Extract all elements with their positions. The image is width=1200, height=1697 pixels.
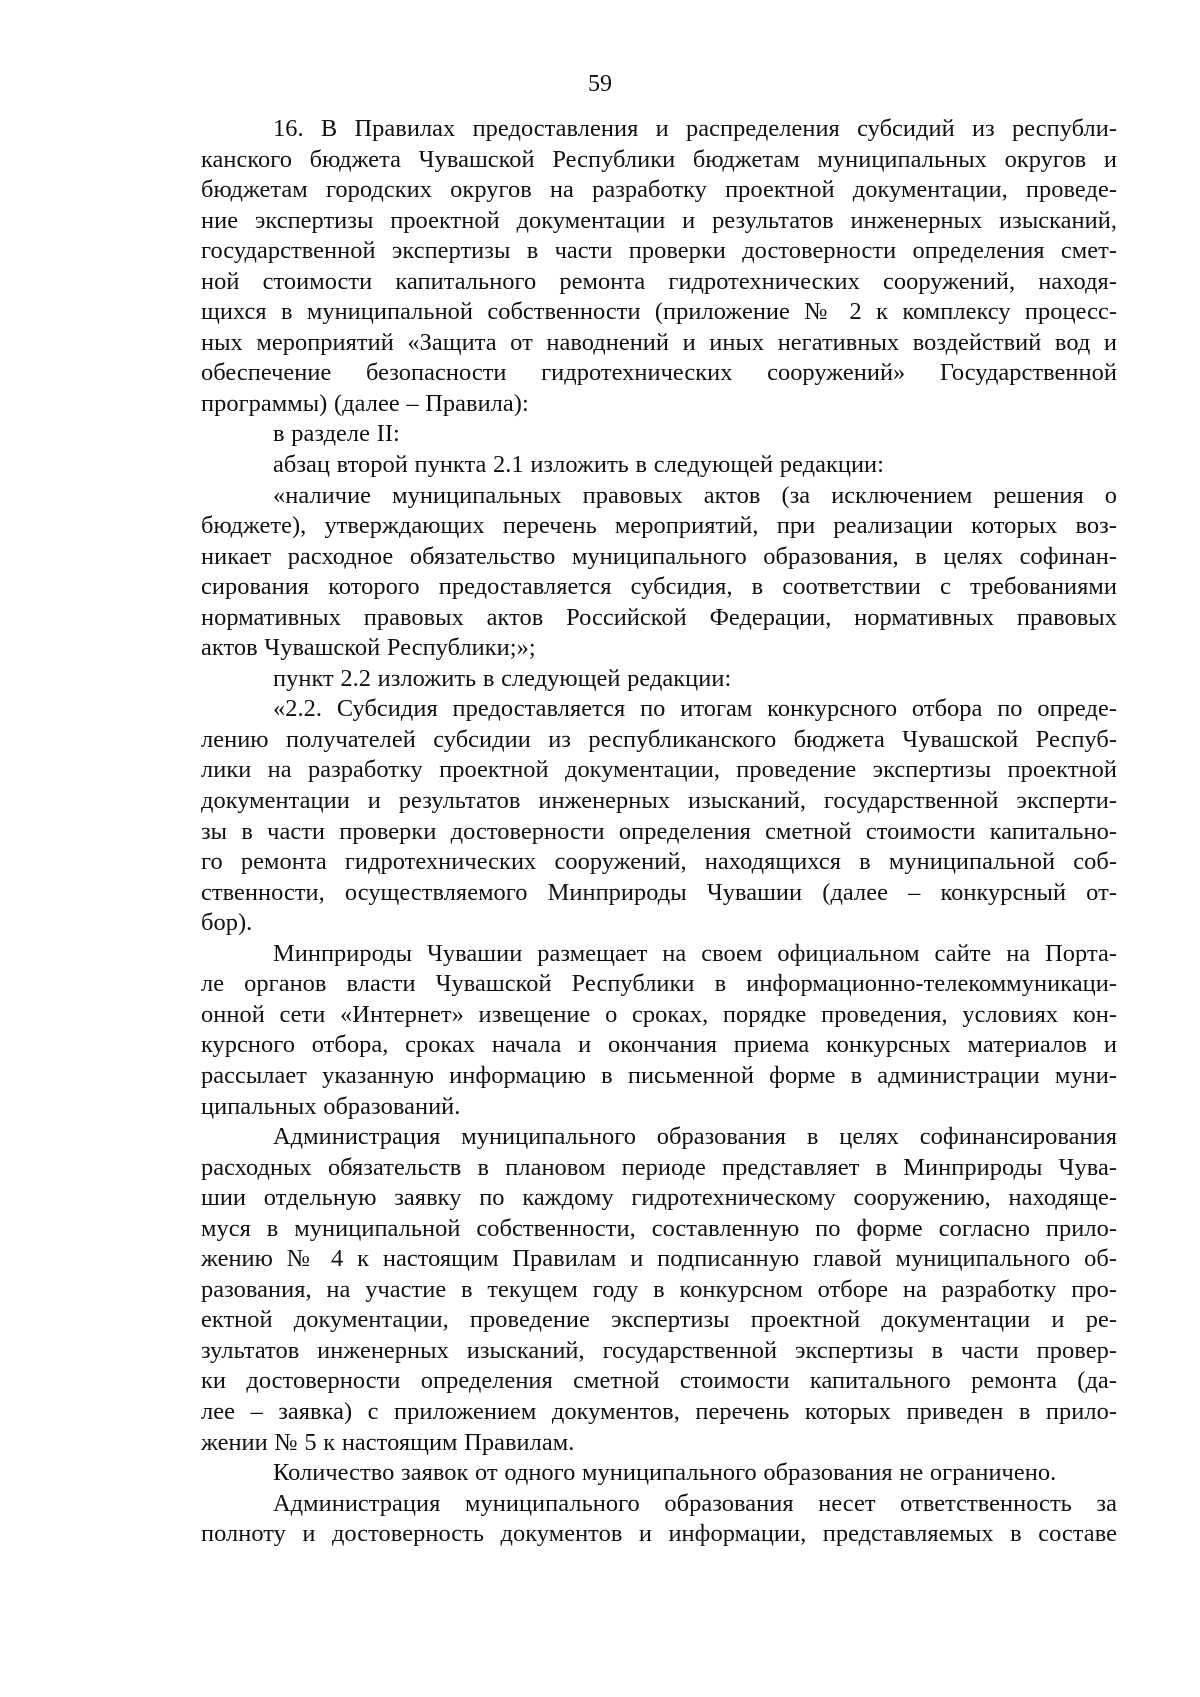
text-line: обеспечение безопасности гидротехнических сооружений» Государственной [201, 359, 1117, 387]
paragraph [201, 1458, 1117, 1489]
text-line: Минприроды Чувашии размещает на своем официальном сайте на Порта- [273, 939, 1117, 967]
paragraph [201, 481, 1117, 664]
text-line: Администрация муниципального образования несет ответственность за [273, 1489, 1117, 1517]
text-line: «наличие муниципальных правовых актов (за исключением решения о [273, 481, 1117, 509]
text-line: шии отдельную заявку по каждому гидротехническому сооружению, находяще- [201, 1184, 1117, 1212]
text-line: расходных обязательств в плановом периоде представляет в Минприроды Чува- [201, 1153, 1117, 1181]
text-line: рассылает указанную информацию в письменной форме в администрации муни- [201, 1061, 1117, 1089]
text-line: ки достоверности определения сметной стоимости капитального ремонта (да- [201, 1367, 1117, 1395]
paragraph [201, 450, 1117, 481]
paragraph [201, 114, 1117, 419]
text-line: Количество заявок от одного муниципального образования не ограничено. [273, 1459, 1057, 1487]
text-line: разования, на участие в текущем году в конкурсном отборе на разработку про- [201, 1275, 1117, 1303]
paragraph [201, 664, 1117, 695]
text-line: Администрация муниципального образования в целях софинансирования [273, 1123, 1117, 1151]
text-line: ной стоимости капитального ремонта гидротехнических сооружений, находя- [201, 267, 1117, 295]
text-line: в разделе II: [273, 420, 400, 448]
text-line: го ремонта гидротехнических сооружений, находящихся в муниципальной соб- [201, 848, 1117, 876]
text-line: нормативных правовых актов Российской Федерации, нормативных правовых [201, 603, 1117, 631]
text-line: жении № 5 к настоящим Правилам. [201, 1428, 575, 1456]
text-line: 16. В Правилах предоставления и распределения субсидий из республи- [273, 115, 1117, 142]
text-line: государственной экспертизы в части проверки достоверности определения смет- [201, 237, 1117, 265]
paragraph [201, 694, 1117, 938]
text-line: ние экспертизы проектной документации и результатов инженерных изысканий, [201, 206, 1117, 234]
text-line: актов Чувашской Республики;»; [201, 634, 536, 662]
text-line: зультатов инженерных изысканий, государственной экспертизы в части провер- [201, 1336, 1117, 1364]
text-line: онной сети «Интернет» извещение о сроках, порядке проведения, условиях кон- [201, 1000, 1117, 1028]
text-line: лики на разработку проектной документации, проведение экспертизы проектной [201, 756, 1117, 784]
paragraph [201, 939, 1117, 1122]
text-line: ных мероприятий «Защита от наводнений и иных негативных воздействий вод и [201, 328, 1117, 356]
text-line: ектной документации, проведение экспертизы проектной документации и ре- [201, 1306, 1117, 1334]
text-line: ственности, осуществляемого Минприроды Чувашии (далее – конкурсный от- [201, 878, 1117, 906]
text-line: канского бюджета Чувашской Республики бюджетам муниципальных округов и [201, 145, 1117, 173]
paragraph [201, 1489, 1117, 1550]
text-line: полноту и достоверность документов и информации, представляемых в составе [201, 1520, 1117, 1548]
page-number: 59 [588, 71, 612, 97]
text-line: сирования которого предоставляется субсидия, в соответствии с требованиями [201, 573, 1117, 601]
text-line: лее – заявка) с приложением документов, перечень которых приведен в прило- [201, 1397, 1117, 1425]
text-line: программы) (далее – Правила): [201, 389, 529, 417]
text-line: курсного отбора, сроках начала и окончания приема конкурсных материалов и [201, 1031, 1117, 1059]
paragraph [201, 1122, 1117, 1458]
text-line: зы в части проверки достоверности определения сметной стоимости капитально- [201, 817, 1117, 845]
paragraph [201, 419, 1117, 450]
text-line: ле органов власти Чувашской Республики в информационно-телекоммуникаци- [201, 970, 1117, 998]
text-line: ципальных образований. [201, 1092, 461, 1120]
text-line: абзац второй пункта 2.1 изложить в следующей редакции: [273, 451, 884, 479]
document-body [201, 114, 1117, 1550]
text-line: «2.2. Субсидия предоставляется по итогам конкурсного отбора по опреде- [273, 695, 1117, 723]
text-line: бюджетам городских округов на разработку проектной документации, проведе- [201, 176, 1117, 204]
text-line: пункт 2.2 изложить в следующей редакции: [273, 664, 732, 692]
text-line: муся в муниципальной собственности, составленную по форме согласно прило- [201, 1214, 1117, 1242]
text-line: щихся в муниципальной собственности (приложение № 2 к комплексу процесс- [201, 298, 1117, 326]
text-line: жению № 4 к настоящим Правилам и подписанную главой муниципального об- [201, 1245, 1117, 1273]
text-line: лению получателей субсидии из республиканского бюджета Чувашской Респуб- [201, 725, 1117, 753]
text-line: бюджете), утверждающих перечень мероприятий, при реализации которых воз- [201, 512, 1117, 540]
text-line: никает расходное обязательство муниципального образования, в целях софинан- [201, 542, 1117, 570]
text-line: документации и результатов инженерных изысканий, государственной эксперти- [201, 787, 1117, 815]
text-line: бор). [201, 909, 253, 937]
